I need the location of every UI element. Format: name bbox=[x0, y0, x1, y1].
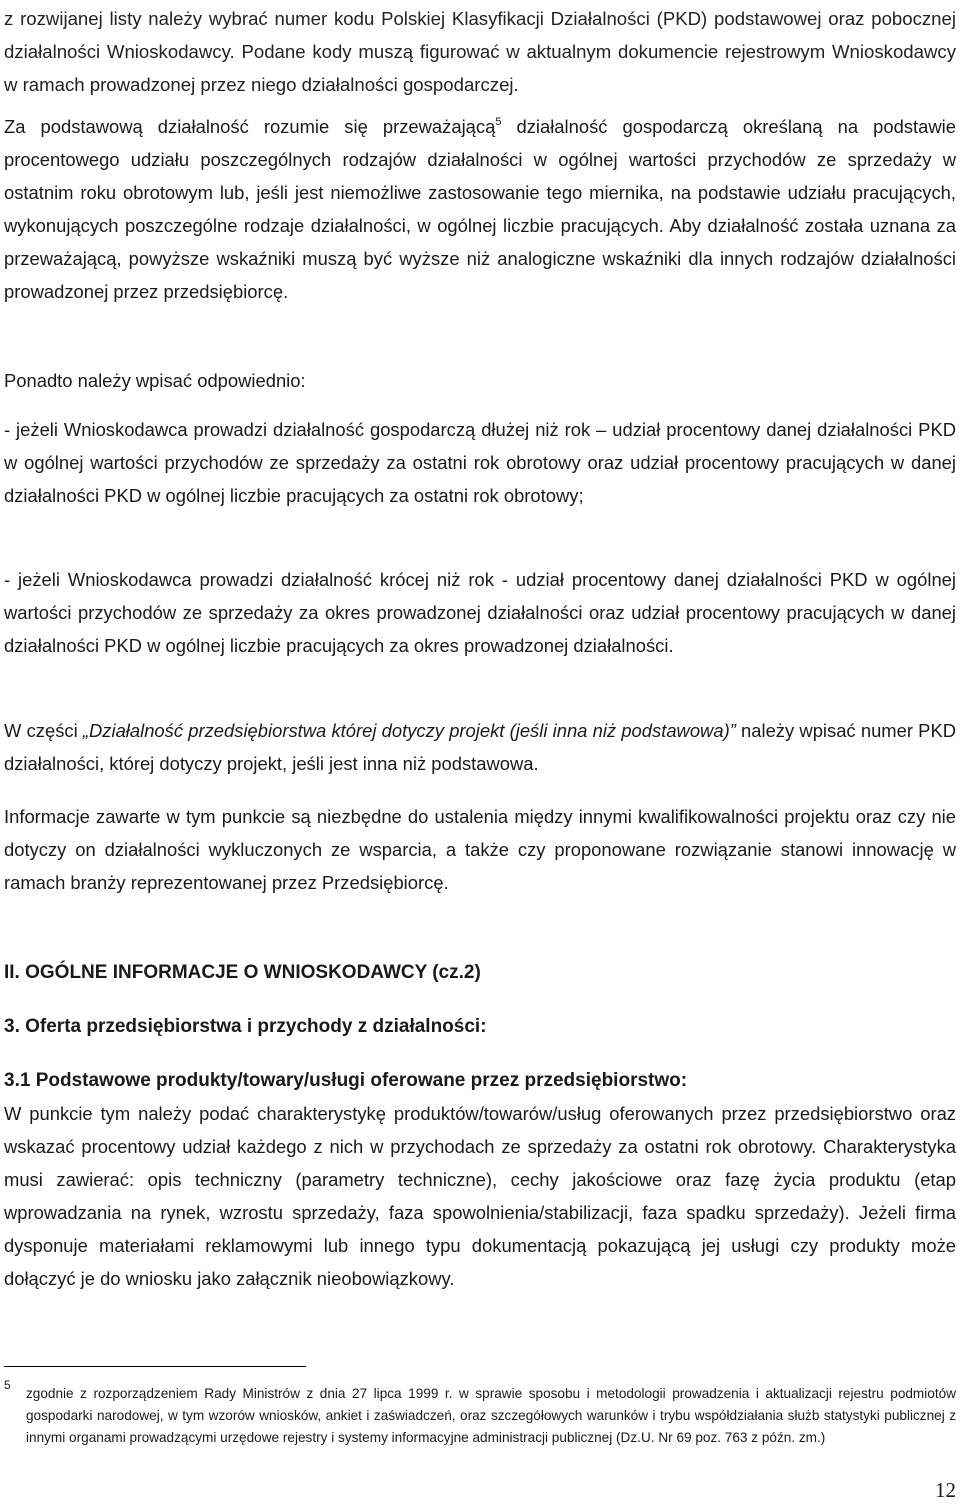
section-heading-3-1: 3.1 Podstawowe produkty/towary/usługi oferowane przez przedsiębiorstwo: bbox=[4, 1070, 688, 1091]
section-3-1-paragraph: W punkcie tym należy podać charakterystykę produktów/towarów/usług oferowanych przez przedsiębiorstwo oraz wskazać procentowy udział każdego z nich w przychodach ze sprzedaży za ostatni rok obrotowy. Charakterystyka musi zawierać: opis techniczny (parametry techniczne), cechy jakościowe oraz fazę życia produktu (etap wprowadzania na rynek, wzrostu sprzedaży, faza spowolnienia/stabilizacji, faza spadku sprzedaży). Jeżeli firma dysponuje materiałami reklamowymi lub innego typu dokumentacją pokazującą jej usługi czy produkty może dołączyć je do wniosku jako załącznik nieobowiązkowy. bbox=[4, 1103, 956, 1289]
section-heading-3: 3. Oferta przedsiębiorstwa i przychody z działalności: bbox=[4, 1016, 487, 1037]
section-part-paragraph bbox=[4, 714, 956, 780]
additional-info-intro: Ponadto należy wpisać odpowiednio: bbox=[4, 370, 306, 391]
footnote-text: zgodnie z rozporządzeniem Rady Ministrów z dnia 27 lipca 1999 r. w sprawie sposobu i metodologii prowadzenia i aktualizacji rejestru podmiotów gospodarki narodowej, w tym wzorów wniosków, ankiet i zaświadczeń, oraz szczegółowych warunków i trybu współdziałania służb statystyki publicznej z innymi organami prowadzącymi urzędowe rejestry i systemy informacyjne administracji publicznej (Dz.U. Nr 69 poz. 763 z późn. zm.) bbox=[26, 1386, 956, 1445]
intro-paragraph: z rozwijanej listy należy wybrać numer kodu Polskiej Klasyfikacji Działalności (PKD) podstawowej oraz pobocznej działalności Wnioskodawcy. Podane kody muszą figurować w aktualnym dokumencie rejestrowym Wnioskodawcy w ramach prowadzonej przez niego działalności gospodarczej. bbox=[4, 8, 956, 95]
part-text-start: W części bbox=[4, 720, 83, 741]
section-heading-ii: II. OGÓLNE INFORMACJE O WNIOSKODAWCY (cz.2) bbox=[4, 962, 481, 983]
footnote-separator bbox=[4, 1366, 306, 1367]
definition-text-start: Za podstawową działalność rozumie się przeważającą bbox=[4, 116, 496, 137]
list-item: - jeżeli Wnioskodawca prowadzi działalność gospodarczą dłużej niż rok – udział procentowy danej działalności PKD w ogólnej wartości przychodów ze sprzedaży za ostatni rok obrotowy oraz udział procentowy pracujących w danej działalności PKD w ogólnej liczbie pracujących za ostatni rok obrotowy; bbox=[4, 419, 956, 506]
info-paragraph: Informacje zawarte w tym punkcie są niezbędne do ustalenia między innymi kwalifikowalności projektu oraz czy nie dotyczy on działalności wykluczonych ze wsparcia, a także czy proponowane rozwiązanie stanowi innowację w ramach branży reprezentowanej przez Przedsiębiorcę. bbox=[4, 806, 956, 893]
page-number: 12 bbox=[935, 1478, 956, 1502]
part-text-end: należy wpisać numer PKD działalności, której dotyczy projekt, jeśli jest inna niż podstawowa. bbox=[4, 720, 956, 774]
list-item: - jeżeli Wnioskodawca prowadzi działalność krócej niż rok - udział procentowy danej działalności PKD w ogólnej wartości przychodów ze sprzedaży za okres prowadzonej działalności oraz udział procentowy pracujących w danej działalności PKD w ogólnej liczbie pracujących za okres prowadzonej działalności. bbox=[4, 569, 956, 656]
definition-paragraph bbox=[4, 110, 956, 308]
footnote-reference[interactable]: 5 bbox=[495, 116, 502, 128]
definition-text-end: działalność gospodarczą określaną na podstawie procentowego udziału poszczególnych rodzajów działalności w ogólnej wartości przychodów ze sprzedaży w ostatnim roku obrotowym lub, jeśli jest niemożliwe zastosowanie tego miernika, na podstawie udziału pracujących, wykonujących poszczególne rodzaje działalności, w ogólnej liczbie pracujących. Aby działalność została uznana za przeważającą, powyższe wskaźniki muszą być wyższe niż analogiczne wskaźniki dla innych rodzajów działalności prowadzonej przez przedsiębiorcę. bbox=[4, 116, 956, 302]
footnote-number: 5 bbox=[4, 1378, 11, 1392]
part-italic-title: „Działalność przedsiębiorstwa której dotyczy projekt (jeśli inna niż podstawowa)” bbox=[82, 720, 736, 741]
